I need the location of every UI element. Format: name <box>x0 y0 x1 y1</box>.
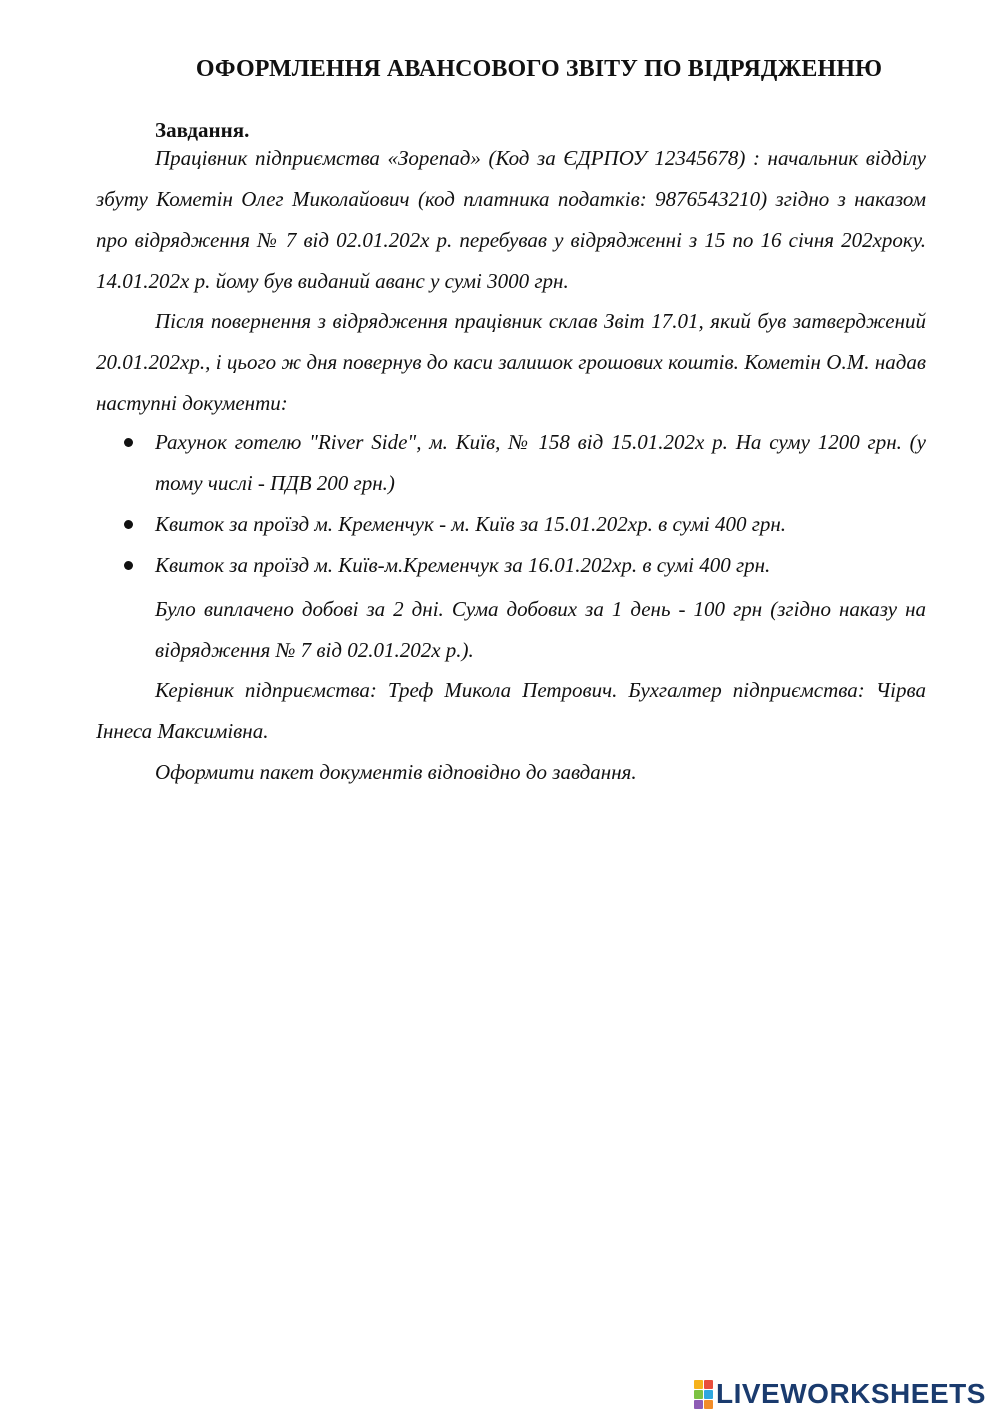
bullet-icon <box>124 520 133 529</box>
document-item-ticket-out: Квиток за проїзд м. Кременчук - м. Київ за 15.01.202хр. в сумі 400 грн. <box>155 512 787 536</box>
signatories-paragraph: Керівник підприємства: Треф Микола Петрович. Бухгалтер підприємства: Чірва Іннеса Максимівна. <box>96 678 926 743</box>
task-label: Завдання. <box>155 118 250 142</box>
list-item <box>155 422 926 504</box>
task-paragraph-report: Після повернення з відрядження працівник склав Звіт 17.01, який був затверджений 20.01.202хр., і цього ж дня повернув до каси залишок грошових коштів. Кометін О.М. надав наступні документи: <box>96 309 926 415</box>
bullet-icon <box>124 438 133 447</box>
liveworksheets-brand <box>694 1377 986 1411</box>
instruction-paragraph: Оформити пакет документів відповідно до завдання. <box>155 760 637 784</box>
document-item-ticket-back: Квиток за проїзд м. Київ-м.Кременчук за 16.01.202хр. в сумі 400 грн. <box>155 553 771 577</box>
list-item <box>155 504 926 545</box>
brand-name: LIVEWORKSHEETS <box>716 1378 986 1409</box>
documents-list <box>155 422 926 586</box>
list-item <box>155 545 926 586</box>
liveworksheets-logo-icon <box>694 1380 713 1409</box>
document-item-hotel: Рахунок готелю "River Side", м. Київ, № 158 від 15.01.202х р. На суму 1200 грн. (у тому числі - ПДВ 200 грн.) <box>155 430 926 495</box>
document-title: ОФОРМЛЕННЯ АВАНСОВОГО ЗВІТУ ПО ВІДРЯДЖЕННЮ <box>195 56 883 82</box>
per-diem-paragraph: Було виплачено добові за 2 дні. Сума добових за 1 день - 100 грн (згідно наказу на відрядження № 7 від 02.01.202х р.). <box>155 597 926 662</box>
task-paragraph-employee: Працівник підприємства «Зорепад» (Код за ЄДРПОУ 12345678) : начальник відділу збуту Кометін Олег Миколайович (код платника податків: 9876543210) згідно з наказом про відрядження № 7 від 02.01.202х р. перебував у відрядженні з 15 по 16 січня 202хроку. 14.01.202х р. йому був виданий аванс у сумі 3000 грн. <box>96 146 926 293</box>
bullet-icon <box>124 561 133 570</box>
